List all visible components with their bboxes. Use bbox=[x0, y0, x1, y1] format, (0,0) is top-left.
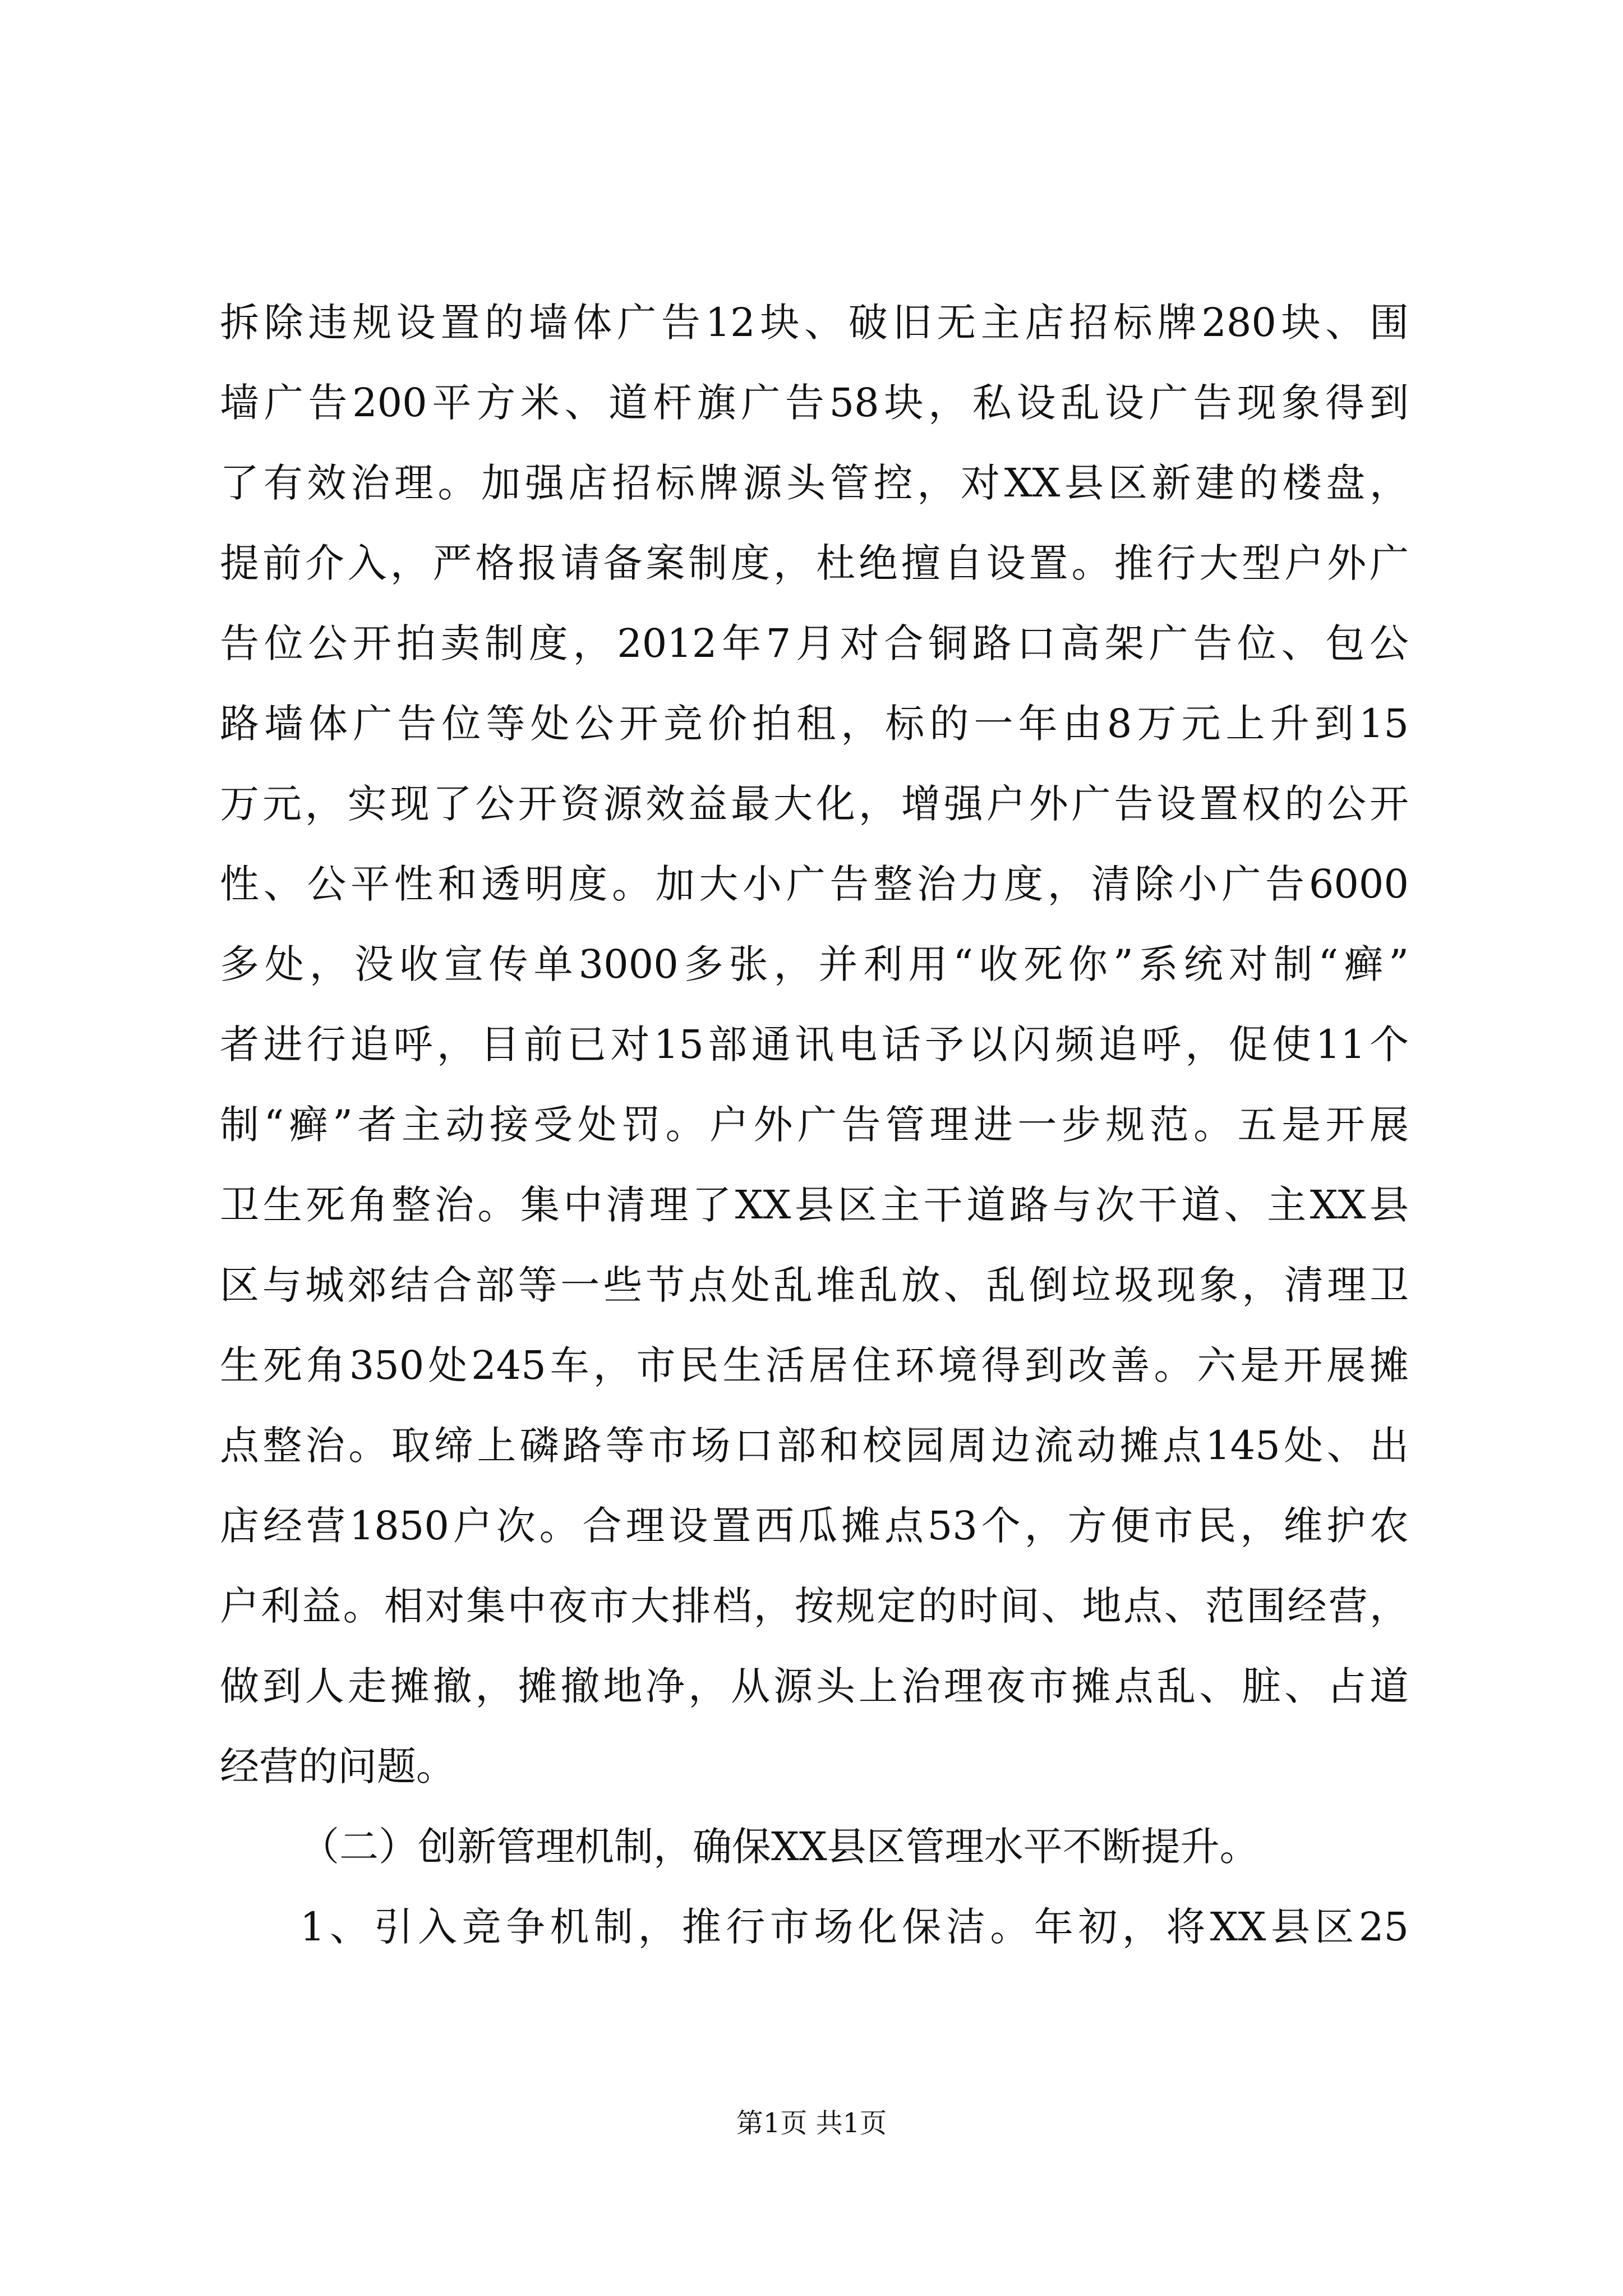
body-line-10: 者进行追呼，目前已对15部通讯电话予以闪频追呼，促使11个 bbox=[220, 1022, 1409, 1068]
body-line-5: 告位公开拍卖制度，2012年7月对合铜路口高架广告位、包公 bbox=[220, 620, 1409, 666]
body-line-15: 点整治。取缔上磷路等市场口部和校园周边流动摊点145处、出 bbox=[220, 1423, 1409, 1469]
body-line-3: 了有效治理。加强店招标牌源头管控，对XX县区新建的楼盘， bbox=[220, 460, 1409, 506]
body-line-7: 万元，实现了公开资源效益最大化，增强户外广告设置权的公开 bbox=[220, 781, 1409, 827]
body-line-14: 生死角350处245车，市民生活居住环境得到改善。六是开展摊 bbox=[220, 1342, 1409, 1388]
body-line-17: 户利益。相对集中夜市大排档，按规定的时间、地点、范围经营， bbox=[220, 1583, 1409, 1629]
body-line-1: 拆除违规设置的墙体广告12块、破旧无主店招标牌280块、围 bbox=[220, 300, 1409, 346]
body-line-19: 经营的问题。 bbox=[220, 1743, 455, 1789]
body-line-18: 做到人走摊撤，摊撤地净，从源头上治理夜市摊点乱、脏、占道 bbox=[220, 1663, 1409, 1709]
body-line-4: 提前介入，严格报请备案制度，杜绝擅自设置。推行大型户外广 bbox=[220, 540, 1409, 586]
page-footer: 第1页 共1页 bbox=[736, 2108, 887, 2139]
body-line-21: 1、引入竞争机制，推行市场化保洁。年初，将XX县区25 bbox=[300, 1904, 1409, 1950]
body-line-2: 墙广告200平方米、道杆旗广告58块，私设乱设广告现象得到 bbox=[220, 380, 1409, 426]
body-line-11: 制“癣”者主动接受处罚。户外广告管理进一步规范。五是开展 bbox=[220, 1102, 1409, 1148]
body-line-16: 店经营1850户次。合理设置西瓜摊点53个，方便市民，维护农 bbox=[220, 1503, 1409, 1549]
body-line-8: 性、公平性和透明度。加大小广告整治力度，清除小广告6000 bbox=[220, 861, 1409, 907]
body-line-12: 卫生死角整治。集中清理了XX县区主干道路与次干道、主XX县 bbox=[220, 1182, 1409, 1228]
body-line-6: 路墙体广告位等处公开竞价拍租，标的一年由8万元上升到15 bbox=[220, 701, 1409, 747]
body-line-13: 区与城郊结合部等一些节点处乱堆乱放、乱倒垃圾现象，清理卫 bbox=[220, 1262, 1409, 1308]
body-line-9: 多处，没收宣传单3000多张，并利用“收死你”系统对制“癣” bbox=[220, 941, 1409, 987]
section-heading: （二）创新管理机制，确保XX县区管理水平不断提升。 bbox=[300, 1824, 1259, 1870]
